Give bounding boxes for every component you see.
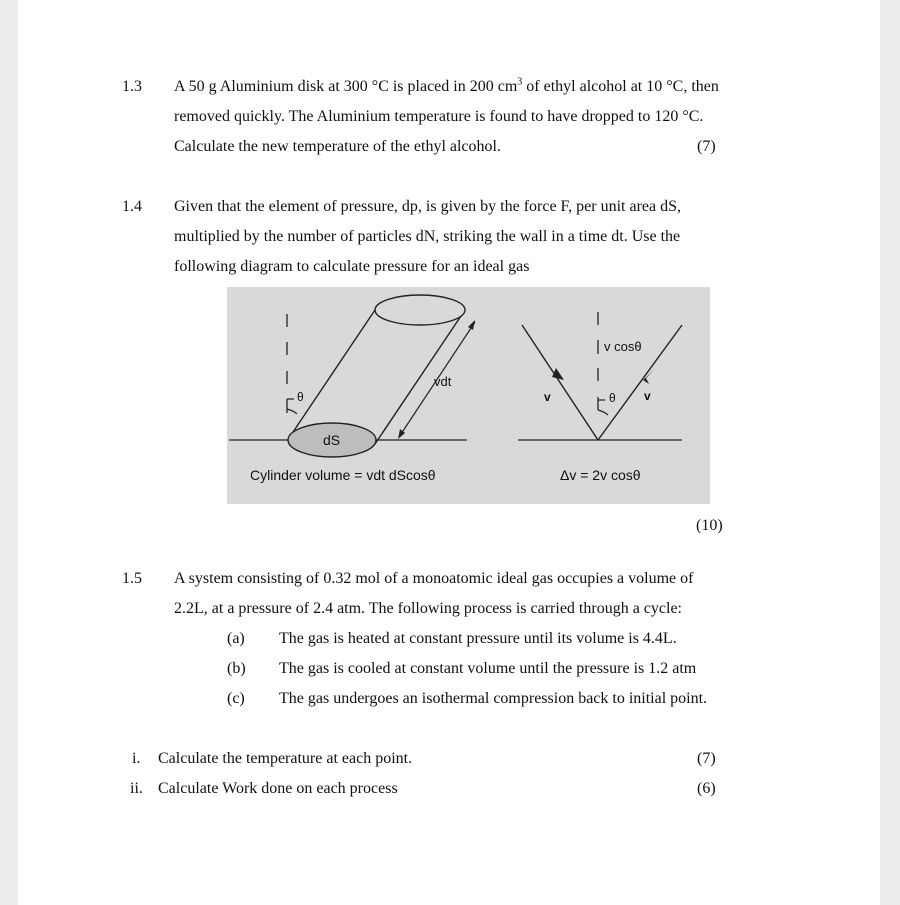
cylinder-top <box>375 295 465 325</box>
question-number-1-5: 1.5 <box>122 570 142 587</box>
q13-line-3: Calculate the new temperature of the ethyl alcohol. <box>174 138 501 155</box>
subq-i-label: i. <box>132 750 141 767</box>
q14-line-3: following diagram to calculate pressure for an ideal gas <box>174 258 530 275</box>
diagram-svg <box>227 287 710 504</box>
step-b-label: (b) <box>227 660 246 677</box>
q14-line-2: multiplied by the number of particles dN, striking the wall in a time dt. Use the <box>174 228 681 245</box>
v-cos-label: v cosθ <box>604 339 642 354</box>
step-a-label: (a) <box>227 630 245 647</box>
left-caption: Cylinder volume = vdt dScosθ <box>250 467 436 483</box>
question-number-1-4: 1.4 <box>122 198 142 215</box>
subq-i-marks: (7) <box>697 750 716 767</box>
incoming-arrow-head <box>552 368 564 380</box>
right-theta-label: θ <box>609 391 616 405</box>
step-a-text: The gas is heated at constant pressure until its volume is 4.4L. <box>279 630 677 647</box>
cylinder-side-left <box>289 310 375 438</box>
q13-marks: (7) <box>697 138 716 155</box>
right-caption: Δv = 2v cosθ <box>560 467 641 483</box>
q13-line-1: A 50 g Aluminium disk at 300 °C is placed in 200 $cm^3$ of ethyl alcohol at 10 °C, then <box>174 76 719 95</box>
vdt-arrow-head-top <box>468 320 475 330</box>
theta-arc-left <box>287 399 297 414</box>
subq-ii-label: ii. <box>130 780 143 797</box>
question-number-1-3: 1.3 <box>122 78 142 95</box>
incoming-velocity-line <box>522 325 598 440</box>
subq-ii-text: Calculate Work done on each process <box>158 780 398 797</box>
q15-line-2: 2.2L, at a pressure of 2.4 atm. The following process is carried through a cycle: <box>174 600 682 617</box>
ds-label: dS <box>323 432 341 448</box>
document-page <box>18 0 880 905</box>
subq-ii-marks: (6) <box>697 780 716 797</box>
step-b-text: The gas is cooled at constant volume until the pressure is 1.2 atm <box>279 660 697 677</box>
step-c-text: The gas undergoes an isothermal compression back to initial point. <box>279 690 708 707</box>
vdt-label: vdt <box>434 374 452 389</box>
cylinder-side-right <box>375 310 465 444</box>
q14-line-1: Given that the element of pressure, dp, is given by the force F, per unit area dS, <box>174 198 682 215</box>
q13-line-2: removed quickly. The Aluminium temperature is found to have dropped to 120 °C. <box>174 108 704 125</box>
v-left-label: v <box>544 390 551 404</box>
left-theta-label: θ <box>297 390 304 404</box>
step-c-label: (c) <box>227 690 245 707</box>
subq-i-text: Calculate the temperature at each point. <box>158 750 413 767</box>
q14-marks: (10) <box>696 517 723 534</box>
pressure-diagram <box>227 287 710 504</box>
v-right-label: v <box>644 389 651 403</box>
q15-line-1: A system consisting of 0.32 mol of a monoatomic ideal gas occupies a volume of <box>174 570 694 587</box>
theta-arc-right <box>598 400 608 415</box>
